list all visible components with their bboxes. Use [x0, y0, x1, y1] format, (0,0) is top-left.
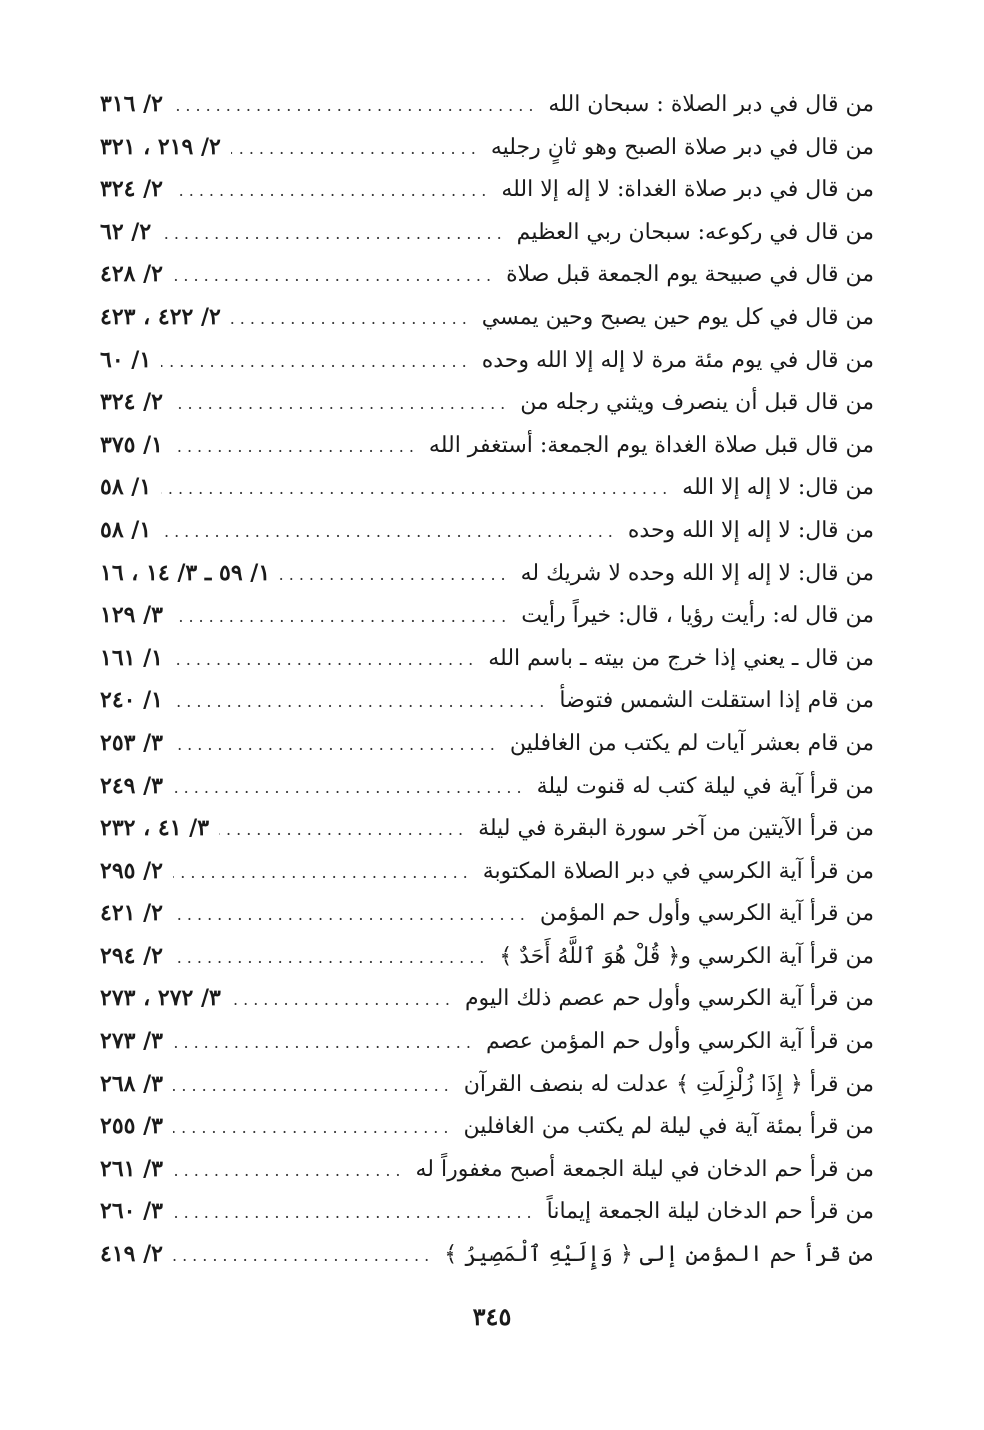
entry-text: من قال قبل صلاة الغداة يوم الجمعة: أستغفر الله	[428, 432, 874, 458]
entry-page-reference: ٢/ ٤٢٢ ، ٤٢٣	[100, 303, 221, 330]
entry-text: من قرأ آية الكرسي وأول حم المؤمن	[539, 901, 874, 927]
dot-leader	[231, 128, 481, 171]
entry-page-reference: ٣/ ٢٦٨	[100, 1070, 163, 1097]
index-list	[100, 83, 874, 1276]
entry-page-reference: ١/ ٦٠	[100, 346, 152, 373]
dot-leader	[173, 681, 549, 724]
entry-text: من قرأ آية الكرسي و﴿ قُلْ هُوَ ٱللَّهُ أَحَدٌ ﴾	[499, 943, 874, 969]
dot-leader	[173, 852, 473, 895]
index-entry	[100, 1148, 874, 1191]
entry-text: من قرأ حم الدخان في ليلة الجمعة أصبح مغفوراً له	[415, 1156, 874, 1182]
index-entry	[100, 807, 874, 850]
page-number: ٣٤٥	[472, 1302, 512, 1331]
entry-page-reference: ٣/ ٢٦٠	[100, 1198, 163, 1225]
entry-text: من قال ـ يعني إذا خرج من بيته ـ باسم الله	[488, 645, 874, 671]
index-entry	[100, 1105, 874, 1148]
dot-leader	[173, 937, 489, 980]
entry-text: من قرأ الآيتين من آخر سورة البقرة في ليلة	[478, 816, 874, 842]
dot-leader	[161, 341, 472, 384]
entry-text: من قال في صبيحة يوم الجمعة قبل صلاة	[506, 262, 874, 288]
entry-text: من قرأ حم الدخان ليلة الجمعة إيماناً	[546, 1199, 874, 1225]
dot-leader	[173, 85, 538, 128]
entry-page-reference: ٣/ ٢٧٢ ، ٢٧٣	[100, 985, 221, 1012]
dot-leader	[161, 511, 618, 554]
entry-text: من قرأ آية في ليلة كتب له قنوت ليلة	[536, 773, 874, 799]
entry-text: من قال في دبر الصلاة : سبحان الله	[548, 92, 874, 117]
entry-page-reference: ٣/ ٢٧٣	[100, 1028, 163, 1055]
entry-page-reference: ٣/ ٢٥٣	[100, 729, 163, 756]
index-entry	[100, 1020, 874, 1063]
entry-page-reference: ١/ ٢٤٠	[100, 687, 163, 714]
dot-leader	[173, 1150, 406, 1193]
index-entry	[100, 552, 874, 595]
index-entry	[100, 126, 874, 169]
entry-page-reference: ١/ ١٦١	[100, 644, 163, 671]
entry-page-reference: ٣/ ٢٥٥	[100, 1113, 163, 1140]
entry-page-reference: ٢/ ٣١٦	[100, 91, 163, 117]
index-entry	[100, 765, 874, 808]
entry-text: من قال في دبر صلاة الصبح وهو ثانٍ رجليه	[490, 134, 874, 160]
index-entry	[100, 892, 874, 935]
entry-page-reference: ٢/ ٢٩٤	[100, 942, 163, 969]
entry-text: من قال له: رأيت رؤيا ، قال: خيراً رأيت	[521, 603, 874, 629]
entry-text: من قرأ آية الكرسي وأول حم المؤمن عصم	[485, 1029, 874, 1055]
entry-text: من قرأ بمئة آية في ليلة لم يكتب من الغافلين	[463, 1114, 874, 1140]
index-entry	[100, 509, 874, 552]
entry-page-reference: ١/ ٥٩ ـ ٣/ ١٤ ، ١٦	[100, 559, 271, 586]
entry-text: من قام إذا استقلت الشمس فتوضأ	[559, 688, 874, 714]
index-entry	[100, 977, 874, 1020]
dot-leader	[161, 468, 672, 511]
index-entry	[100, 1063, 874, 1106]
entry-page-reference: ١/ ٣٧٥	[100, 431, 163, 458]
index-entry	[100, 637, 874, 680]
entry-page-reference: ٢/ ٤١٩	[100, 1241, 163, 1268]
entry-text: من قال قبل أن ينصرف ويثني رجله من	[520, 390, 874, 416]
entry-text: من قال في يوم مئة مرة لا إله إلا الله وحده	[481, 347, 874, 373]
index-entry	[100, 296, 874, 339]
entry-text: من قال: لا إله إلا الله وحده لا شريك له	[520, 560, 874, 586]
dot-leader	[173, 255, 496, 298]
dot-leader	[173, 1065, 454, 1108]
entry-page-reference: ٣/ ١٢٩	[100, 602, 163, 629]
dot-leader	[173, 1192, 537, 1235]
entry-page-reference: ١/ ٥٨	[100, 516, 152, 543]
index-entry	[100, 1190, 874, 1233]
entry-page-reference: ١/ ٥٨	[100, 474, 152, 501]
entry-text: من قرأ آية الكرسي وأول حم عصم ذلك اليوم	[464, 986, 874, 1012]
entry-text: من قرأ حم المؤمن إلى ﴿ وَإِلَيْهِ ٱلْمَصِيرُ ﴾	[444, 1242, 874, 1268]
entry-page-reference: ٢/ ٤٢٨	[100, 261, 163, 288]
dot-leader	[231, 979, 455, 1022]
dot-leader	[173, 426, 419, 469]
entry-text: من قال في كل يوم حين يصبح وحين يمسي	[481, 304, 874, 330]
entry-text: من قال: لا إله إلا الله	[682, 475, 874, 501]
index-entry	[100, 168, 874, 211]
index-entry	[100, 935, 874, 978]
entry-page-reference: ٢/ ٢٩٥	[100, 857, 163, 884]
index-entry	[100, 594, 874, 637]
index-entry	[100, 466, 874, 509]
index-entry	[100, 850, 874, 893]
dot-leader	[173, 170, 491, 213]
dot-leader	[161, 213, 507, 256]
dot-leader	[173, 639, 478, 682]
dot-leader	[173, 596, 511, 639]
dot-leader	[231, 298, 472, 341]
dot-leader	[173, 767, 527, 810]
index-entry	[100, 381, 874, 424]
entry-page-reference: ٣/ ٢٤٩	[100, 772, 163, 799]
entry-page-reference: ٢/ ٣٢٤	[100, 176, 163, 203]
dot-leader	[173, 1022, 476, 1065]
entry-page-reference: ٢/ ٢١٩ ، ٣٢١	[100, 133, 221, 160]
dot-leader	[280, 554, 510, 597]
index-entry	[100, 83, 874, 126]
entry-page-reference: ٣/ ٢٦١	[100, 1155, 163, 1182]
entry-text: من قرأ آية الكرسي في دبر الصلاة المكتوبة	[482, 858, 874, 884]
entry-text: من قام بعشر آيات لم يكتب من الغافلين	[509, 730, 874, 756]
index-entry	[100, 253, 874, 296]
dot-leader	[173, 724, 500, 767]
entry-text: من قال في ركوعه: سبحان ربي العظيم	[516, 219, 874, 245]
dot-leader	[173, 1235, 434, 1278]
index-entry	[100, 1233, 874, 1276]
dot-leader	[173, 1107, 453, 1150]
index-entry	[100, 424, 874, 467]
entry-text: من قرأ ﴿ إِذَا زُلْزِلَتِ ﴾ عدلت له بنصف القرآن	[463, 1071, 874, 1097]
dot-leader	[173, 894, 530, 937]
entry-page-reference: ٢/ ٦٢	[100, 218, 152, 245]
entry-text: من قال: لا إله إلا الله وحده	[627, 517, 874, 543]
entry-page-reference: ٣/ ٤١ ، ٢٣٢	[100, 815, 210, 842]
dot-leader	[173, 383, 510, 426]
entry-page-reference: ٢/ ٤٢١	[100, 900, 163, 927]
entry-page-reference: ٢/ ٣٢٤	[100, 389, 163, 416]
index-entry	[100, 211, 874, 254]
index-entry	[100, 722, 874, 765]
dot-leader	[219, 809, 468, 852]
entry-text: من قال في دبر صلاة الغداة: لا إله إلا الله	[501, 177, 874, 203]
index-entry	[100, 679, 874, 722]
index-entry	[100, 339, 874, 382]
